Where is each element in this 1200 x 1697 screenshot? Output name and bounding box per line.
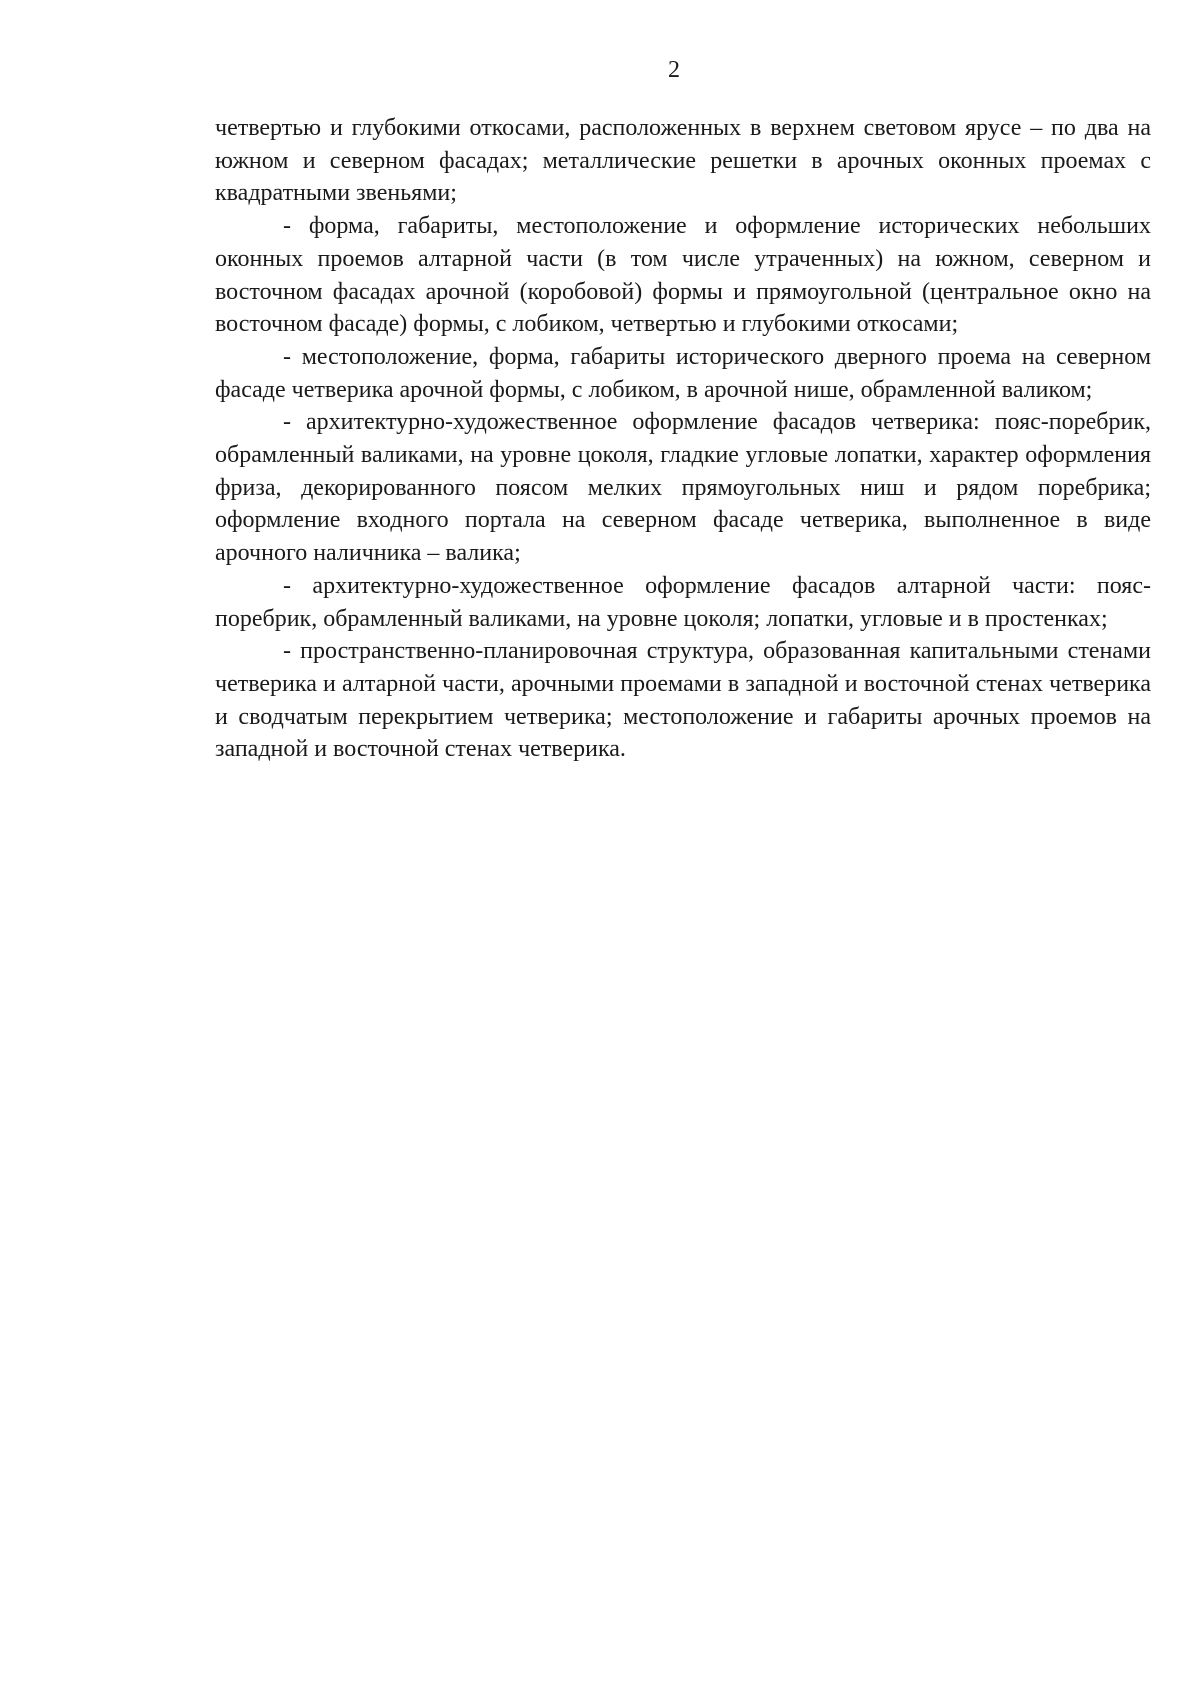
paragraph-2: - форма, габариты, местоположение и оформление исторических небольших оконных проемов алтарной части (в том числе утраченных) на южном, северном и восточном фасадах арочной (коробовой) формы и прямоугольной (центральное окно на восточном фасаде) формы, с лобиком, четвертью и глубокими откосами; xyxy=(215,213,1151,338)
paragraph-1: четвертью и глубокими откосами, расположенных в верхнем световом ярусе – по два на южном и северном фасадах; металлические решетки в арочных оконных проемах с квадратными звеньями; xyxy=(215,115,1151,207)
paragraph-3: - местоположение, форма, габариты исторического дверного проема на северном фасаде четверика арочной формы, с лобиком, в арочной нише, обрамленной валиком; xyxy=(215,343,1151,403)
paragraph-5: - архитектурно-художественное оформление фасадов алтарной части: пояс-поребрик, обрамленный валиками, на уровне цоколя; лопатки, угловые и в простенках; xyxy=(215,572,1151,632)
paragraph-4: - архитектурно-художественное оформление фасадов четверика: пояс-поребрик, обрамленный валиками, на уровне цоколя, гладкие угловые лопатки, характер оформления фриза, декорированного поясом мелких прямоугольных ниш и рядом поребрика; оформление входного портала на северном фасаде четверика, выполненное в виде арочного наличника – валика; xyxy=(215,409,1151,567)
page-number: 2 xyxy=(668,57,680,83)
document-body xyxy=(215,112,1151,766)
paragraph-6: - пространственно-планировочная структура, образованная капитальными стенами четверика и алтарной части, арочными проемами в западной и восточной стенах четверика и сводчатым перекрытием четверика; местоположение и габариты арочных проемов на западной и восточной стенах четверика. xyxy=(215,638,1151,763)
